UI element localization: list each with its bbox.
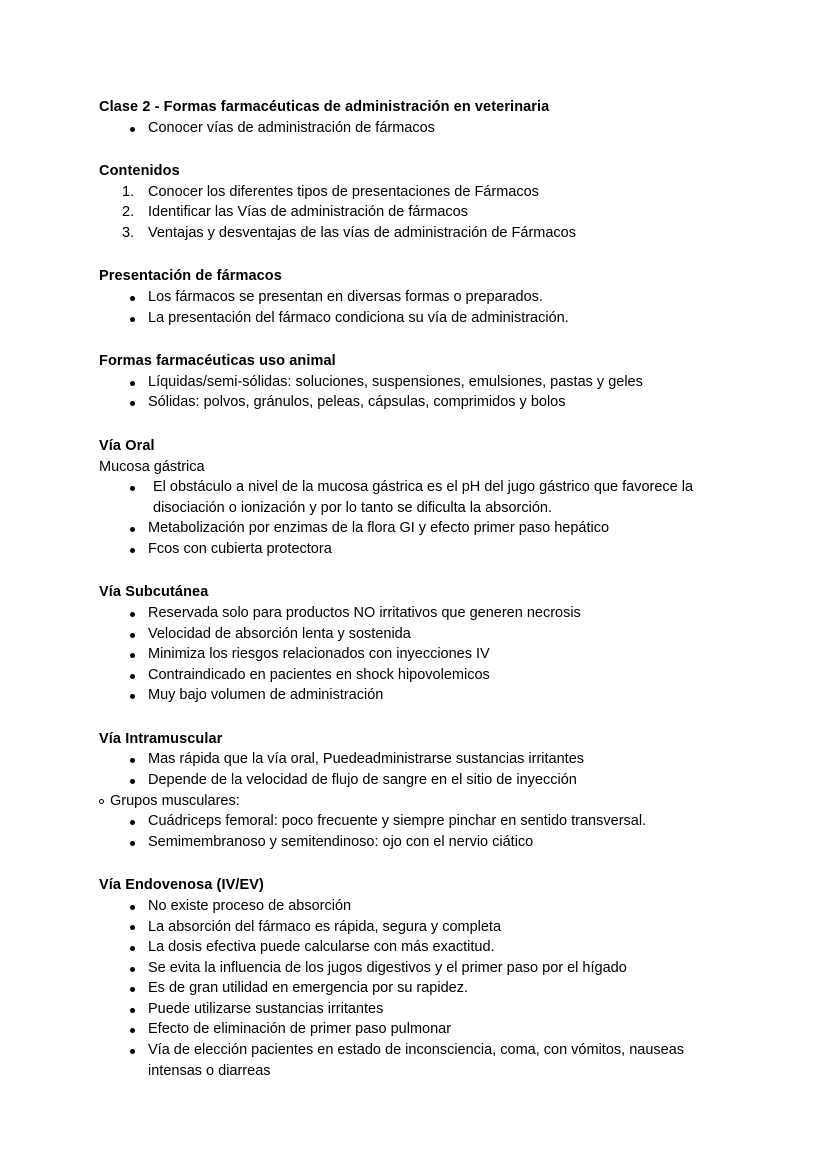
list-item <box>99 811 739 832</box>
document-title: Clase 2 - Formas farmacéuticas de administración en veterinaria <box>99 99 550 115</box>
list-item-text: Contraindicado en pacientes en shock hipovolemicos <box>148 666 490 683</box>
list-marker: 1. <box>122 183 135 200</box>
bullet-dot-icon <box>130 296 135 301</box>
hollow-bullet-icon <box>99 799 104 804</box>
list-item <box>99 937 739 958</box>
list-item <box>99 685 739 706</box>
list-item-text: Es de gran utilidad en emergencia por su rapidez. <box>148 980 468 997</box>
section-contenidos <box>99 161 739 243</box>
grupos-musculares-label <box>99 791 739 812</box>
formas-list <box>99 372 739 413</box>
list-item-text: Conocer vías de administración de fármacos <box>148 119 435 136</box>
list-item <box>99 308 739 329</box>
list-item-text: Se evita la influencia de los jugos digestivos y el primer paso por el hígado <box>148 959 627 976</box>
list-item-text: Depende de la velocidad de flujo de sangre en el sitio de inyección <box>148 772 577 789</box>
list-item <box>99 1040 739 1081</box>
list-item <box>99 392 739 413</box>
section-heading: Formas farmacéuticas uso animal <box>99 353 336 370</box>
bullet-dot-icon <box>130 820 135 825</box>
list-item <box>99 518 739 539</box>
list-item-text: Ventajas y desventajas de las vías de administración de Fármacos <box>148 224 576 241</box>
via-subcutanea-list <box>99 603 739 706</box>
section-heading: Vía Endovenosa (IV/EV) <box>99 877 264 894</box>
list-item-text: Minimiza los riesgos relacionados con inyecciones IV <box>148 646 490 663</box>
list-item-text: La presentación del fármaco condiciona su vía de administración. <box>148 309 569 326</box>
list-item <box>99 624 739 645</box>
list-item-text: La absorción del fármaco es rápida, segura y completa <box>148 918 502 935</box>
list-item-text: Efecto de eliminación de primer paso pulmonar <box>148 1021 452 1038</box>
bullet-dot-icon <box>130 905 135 910</box>
bullet-dot-icon <box>130 925 135 930</box>
list-item <box>99 999 739 1020</box>
list-item-text: Puede utilizarse sustancias irritantes <box>148 1000 384 1017</box>
list-item <box>99 182 739 203</box>
list-item <box>99 978 739 999</box>
list-item <box>99 539 739 560</box>
document-body <box>99 97 739 1081</box>
section-heading: Vía Intramuscular <box>99 730 223 747</box>
section-via-oral <box>99 436 739 559</box>
bullet-dot-icon <box>130 967 135 972</box>
bullet-dot-icon <box>130 653 135 658</box>
list-item <box>99 896 739 917</box>
bullet-dot-icon <box>130 633 135 638</box>
grupos-musculares-list <box>99 811 739 852</box>
bullet-dot-icon <box>130 486 135 491</box>
list-item-text: Mas rápida que la vía oral, Puedeadministrarse sustancias irritantes <box>148 751 585 768</box>
bullet-dot-icon <box>130 674 135 679</box>
bullet-dot-icon <box>130 1028 135 1033</box>
list-item-text: Cuádriceps femoral: poco frecuente y siempre pinchar en sentido transversal. <box>148 813 647 830</box>
list-item-text: La dosis efectiva puede calcularse con más exactitud. <box>148 939 495 956</box>
list-item <box>99 832 739 853</box>
section-via-intramuscular <box>99 729 739 852</box>
section-presentacion-de-farmacos <box>99 266 739 328</box>
section-heading: Vía Oral <box>99 437 155 454</box>
list-item <box>99 477 739 518</box>
list-item-text: No existe proceso de absorción <box>148 897 352 914</box>
bullet-dot-icon <box>130 127 135 132</box>
list-item <box>99 603 739 624</box>
list-marker: 2. <box>122 204 135 221</box>
bullet-dot-icon <box>130 758 135 763</box>
list-item-text: Metabolización por enzimas de la flora GI y efecto primer paso hepático <box>148 520 610 537</box>
list-marker: 3. <box>122 224 135 241</box>
bullet-dot-icon <box>130 987 135 992</box>
list-item-text: Los fármacos se presentan en diversas formas o preparados. <box>148 289 543 306</box>
list-item <box>99 372 739 393</box>
list-item-text: Muy bajo volumen de administración <box>148 687 384 704</box>
list-item <box>99 770 739 791</box>
section-heading: Presentación de fármacos <box>99 268 282 285</box>
bullet-dot-icon <box>130 1049 135 1054</box>
section-subheading: Mucosa gástrica <box>99 458 205 475</box>
list-item-text: Velocidad de absorción lenta y sostenida <box>148 625 411 642</box>
list-item-text: El obstáculo a nivel de la mucosa gástrica es el pH del jugo gástrico que favorece la disociación o ionización y por lo tanto se dificulta la absorción. <box>153 479 694 516</box>
list-item <box>99 644 739 665</box>
bullet-dot-icon <box>130 401 135 406</box>
presentacion-list <box>99 287 739 328</box>
bullet-dot-icon <box>130 841 135 846</box>
section-heading: Vía Subcutánea <box>99 584 209 601</box>
bullet-dot-icon <box>130 317 135 322</box>
list-item <box>99 1019 739 1040</box>
list-item <box>99 665 739 686</box>
list-item-text: Líquidas/semi-sólidas: soluciones, suspensiones, emulsiones, pastas y geles <box>148 373 643 390</box>
list-item <box>99 917 739 938</box>
contenidos-list <box>99 182 739 244</box>
bullet-dot-icon <box>130 694 135 699</box>
list-item <box>99 202 739 223</box>
bullet-dot-icon <box>130 946 135 951</box>
list-item <box>99 118 739 139</box>
list-item-text: Fcos con cubierta protectora <box>148 540 332 557</box>
objective-list <box>99 118 739 139</box>
via-endovenosa-list <box>99 896 739 1081</box>
bullet-dot-icon <box>130 548 135 553</box>
list-item <box>99 749 739 770</box>
grupos-musculares-text: Grupos musculares: <box>110 792 240 809</box>
list-item-text: Semimembranoso y semitendinoso: ojo con el nervio ciático <box>148 833 534 850</box>
list-item-text: Reservada solo para productos NO irritativos que generen necrosis <box>148 604 581 621</box>
bullet-dot-icon <box>130 612 135 617</box>
bullet-dot-icon <box>130 779 135 784</box>
via-oral-list <box>99 477 739 559</box>
bullet-dot-icon <box>130 1008 135 1013</box>
bullet-dot-icon <box>130 527 135 532</box>
section-formas-farmaceuticas-uso-animal <box>99 351 739 413</box>
via-intramuscular-list <box>99 749 739 790</box>
list-item-text: Identificar las Vías de administración de fármacos <box>148 204 468 221</box>
bullet-dot-icon <box>130 381 135 386</box>
list-item <box>99 958 739 979</box>
list-item <box>99 223 739 244</box>
list-item-text: Vía de elección pacientes en estado de inconsciencia, coma, con vómitos, nauseas intensas o diarreas <box>148 1041 685 1079</box>
list-item-text: Conocer los diferentes tipos de presentaciones de Fármacos <box>148 183 539 200</box>
section-via-endovenosa <box>99 875 739 1081</box>
section-heading: Contenidos <box>99 163 180 180</box>
section-via-subcutanea <box>99 582 739 705</box>
list-item-text: Sólidas: polvos, gránulos, peleas, cápsulas, comprimidos y bolos <box>148 394 566 411</box>
list-item <box>99 287 739 308</box>
